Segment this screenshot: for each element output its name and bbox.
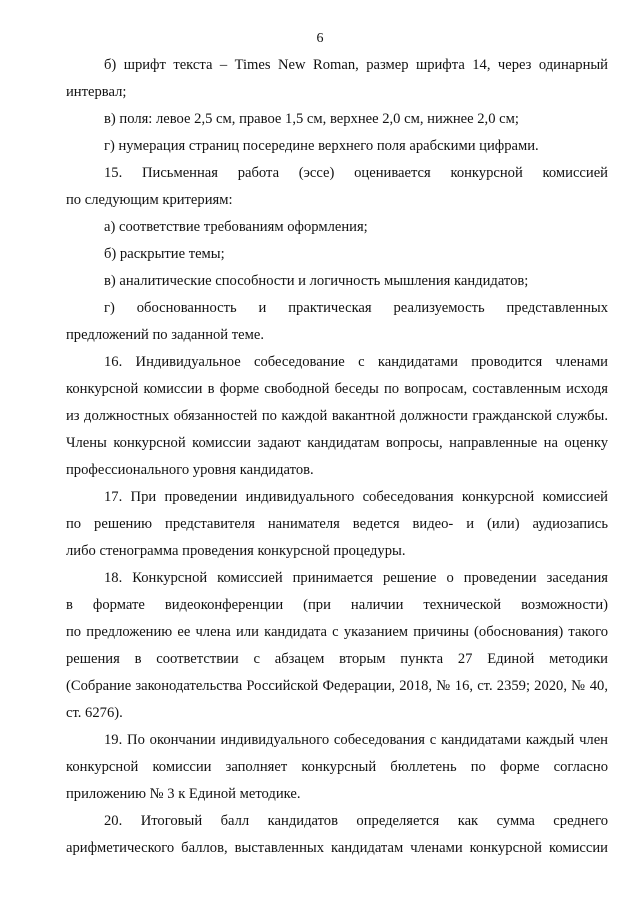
- text-line: из должностных обязанностей по каждой вакантной должности гражданской службы.: [66, 408, 608, 424]
- text-line: 15. Письменная работа (эссе) оценивается конкурсной комиссией: [104, 165, 608, 181]
- text-line: по решению представителя нанимателя ведется видео- и (или) аудиозапись: [66, 516, 608, 532]
- text-line: 18. Конкурсной комиссией принимается решение о проведении заседания: [104, 570, 608, 586]
- page-number: 6: [316, 31, 324, 46]
- text-line: в формате видеоконференции (при наличии технической возможности): [66, 597, 608, 613]
- text-line: б) шрифт текста – Times New Roman, размер шрифта 14, через одинарный: [104, 57, 608, 73]
- text-line: 19. По окончании индивидуального собеседования с кандидатами каждый член: [104, 732, 608, 748]
- text-line: в) аналитические способности и логичность мышления кандидатов;: [104, 273, 529, 289]
- text-line: арифметического баллов, выставленных кандидатам членами конкурсной комиссии: [66, 840, 608, 856]
- text-line: по следующим критериям:: [66, 192, 233, 208]
- text-line: Члены конкурсной комиссии задают кандидатам вопросы, направленные на оценку: [66, 435, 608, 451]
- text-line: по предложению ее члена или кандидата с указанием причины (обоснования) такого: [66, 624, 608, 640]
- text-line: 20. Итоговый балл кандидатов определяется как сумма среднего: [104, 813, 608, 829]
- text-line: 16. Индивидуальное собеседование с кандидатами проводится членами: [104, 354, 608, 370]
- text-line: в) поля: левое 2,5 см, правое 1,5 см, верхнее 2,0 см, нижнее 2,0 см;: [104, 111, 519, 127]
- text-line: б) раскрытие темы;: [104, 246, 225, 262]
- text-line: а) соответствие требованиям оформления;: [104, 219, 368, 235]
- text-line: решения в соответствии с абзацем вторым пункта 27 Единой методики: [66, 651, 608, 667]
- text-line: г) нумерация страниц посередине верхнего поля арабскими цифрами.: [104, 138, 539, 154]
- text-line: приложению № 3 к Единой методике.: [66, 786, 301, 802]
- text-line: (Собрание законодательства Российской Федерации, 2018, № 16, ст. 2359; 2020, № 40,: [66, 678, 608, 694]
- text-line: либо стенограмма проведения конкурсной процедуры.: [66, 543, 406, 559]
- text-line: профессионального уровня кандидатов.: [66, 462, 314, 478]
- text-line: предложений по заданной теме.: [66, 327, 264, 343]
- text-line: конкурсной комиссии заполняет конкурсный бюллетень по форме согласно: [66, 759, 608, 775]
- text-line: 17. При проведении индивидуального собеседования конкурсной комиссией: [104, 489, 608, 505]
- text-line: конкурсной комиссии в форме свободной беседы по вопросам, составленным исходя: [66, 381, 608, 397]
- text-line: г) обоснованность и практическая реализуемость представленных: [104, 300, 608, 316]
- text-line: ст. 6276).: [66, 705, 123, 721]
- text-line: интервал;: [66, 84, 127, 100]
